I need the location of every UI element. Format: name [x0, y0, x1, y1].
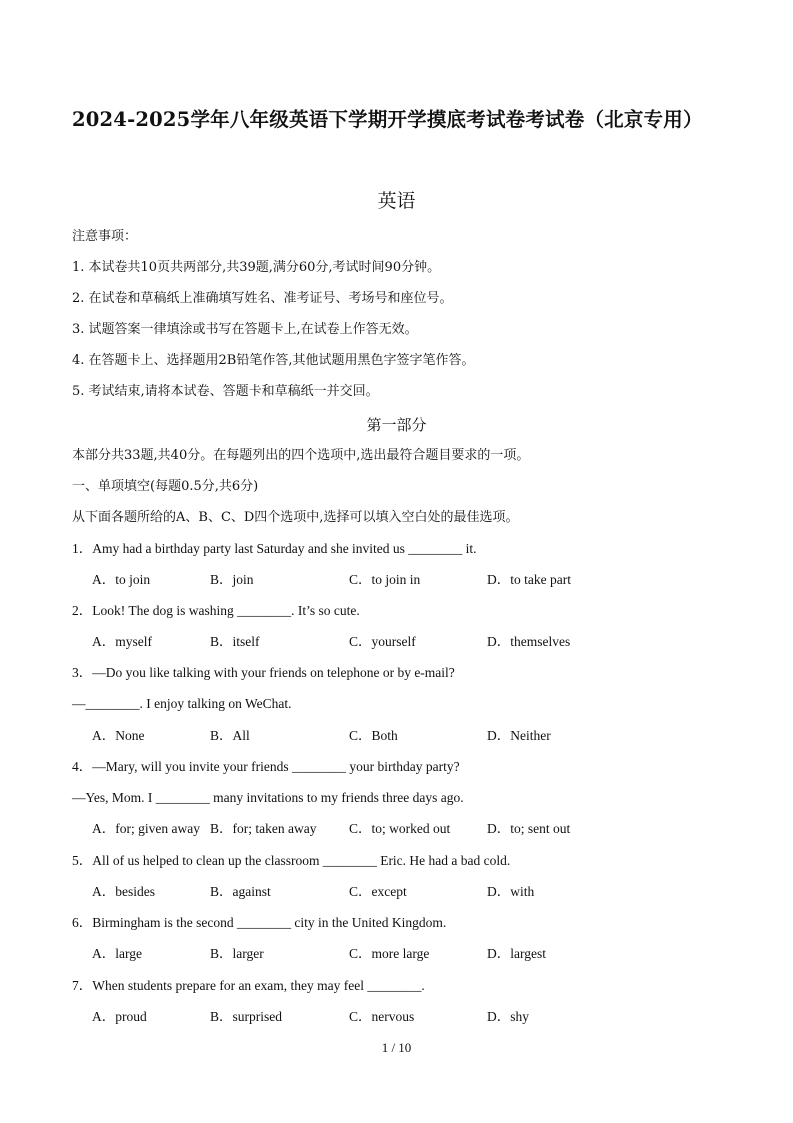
option-c[interactable]: C．to join in	[349, 572, 421, 587]
option-b[interactable]: B．against	[210, 884, 271, 899]
option-b[interactable]: B．larger	[210, 946, 264, 961]
question-stem: 4．—Mary, will you invite your friends ________ your birthday party?	[72, 759, 460, 774]
option-a[interactable]: A．None	[92, 728, 145, 743]
question-options	[92, 728, 692, 744]
part-intro: 本部分共33题,共40分。在每题列出的四个选项中,选出最符合题目要求的一项。	[72, 448, 530, 463]
option-b[interactable]: B．surprised	[210, 1009, 282, 1024]
option-d[interactable]: D．to; sent out	[487, 821, 571, 836]
question-stem: 6．Birmingham is the second ________ city in the United Kingdom.	[72, 915, 447, 930]
question-stem: 5．All of us helped to clean up the classroom ________ Eric. He had a bad cold.	[72, 853, 511, 868]
notice-item: 3. 试题答案一律填涂或书写在答题卡上,在试卷上作答无效。	[72, 322, 418, 337]
question-options	[92, 884, 692, 900]
subject-heading: 英语	[377, 190, 416, 212]
question-options	[92, 572, 692, 588]
option-c[interactable]: C．Both	[349, 728, 398, 743]
option-c[interactable]: C．to; worked out	[349, 821, 451, 836]
option-d[interactable]: D．Neither	[487, 728, 551, 743]
option-d[interactable]: D．to take part	[487, 572, 571, 587]
option-a[interactable]: A．besides	[92, 884, 155, 899]
notice-item: 2. 在试卷和草稿纸上准确填写姓名、准考证号、考场号和座位号。	[72, 291, 453, 306]
section-title: 一、单项填空(每题0.5分,共6分)	[72, 479, 259, 494]
option-d[interactable]: D．shy	[487, 1009, 530, 1024]
notice-item: 4. 在答题卡上、选择题用2B铅笔作答,其他试题用黑色字签字笔作答。	[72, 353, 475, 368]
question-options	[92, 821, 692, 837]
option-a[interactable]: A．proud	[92, 1009, 147, 1024]
option-a[interactable]: A．myself	[92, 634, 152, 649]
option-d[interactable]: D．themselves	[487, 634, 571, 649]
notice-heading: 注意事项：	[72, 229, 138, 244]
option-c[interactable]: C．nervous	[349, 1009, 415, 1024]
question-options	[92, 634, 692, 650]
notice-item: 1. 本试卷共10页共两部分,共39题,满分60分,考试时间90分钟。	[72, 260, 441, 275]
option-b[interactable]: B．itself	[210, 634, 260, 649]
option-d[interactable]: D．largest	[487, 946, 546, 961]
option-a[interactable]: A．large	[92, 946, 142, 961]
question-stem-line: —Yes, Mom. I ________ many invitations to my friends three days ago.	[72, 790, 464, 805]
option-c[interactable]: C．more large	[349, 946, 430, 961]
question-stem: 7．When students prepare for an exam, they may feel ________.	[72, 978, 425, 993]
option-c[interactable]: C．yourself	[349, 634, 416, 649]
page-number: 1 / 10	[381, 1040, 412, 1055]
option-a[interactable]: A．for; given away	[92, 821, 200, 836]
question-options	[92, 1009, 692, 1025]
option-b[interactable]: B．All	[210, 728, 250, 743]
section-instruction: 从下面各题所给的A、B、C、D四个选项中,选择可以填入空白处的最佳选项。	[72, 510, 519, 525]
question-stem: 1．Amy had a birthday party last Saturday and she invited us ________ it.	[72, 541, 477, 556]
notice-item: 5. 考试结束,请将本试卷、答题卡和草稿纸一并交回。	[72, 384, 379, 399]
option-c[interactable]: C．except	[349, 884, 407, 899]
question-stem: 2．Look! The dog is washing ________. It’s so cute.	[72, 603, 360, 618]
option-a[interactable]: A．to join	[92, 572, 151, 587]
part-heading: 第一部分	[366, 416, 427, 434]
option-b[interactable]: B．join	[210, 572, 254, 587]
question-options	[92, 946, 692, 962]
option-d[interactable]: D．with	[487, 884, 535, 899]
page-title: 2024-2025学年八年级英语下学期开学摸底考试卷考试卷（北京专用）	[72, 108, 703, 131]
option-b[interactable]: B．for; taken away	[210, 821, 317, 836]
question-stem-line: —________. I enjoy talking on WeChat.	[72, 696, 292, 711]
question-stem: 3．—Do you like talking with your friends on telephone or by e-mail?	[72, 665, 455, 680]
